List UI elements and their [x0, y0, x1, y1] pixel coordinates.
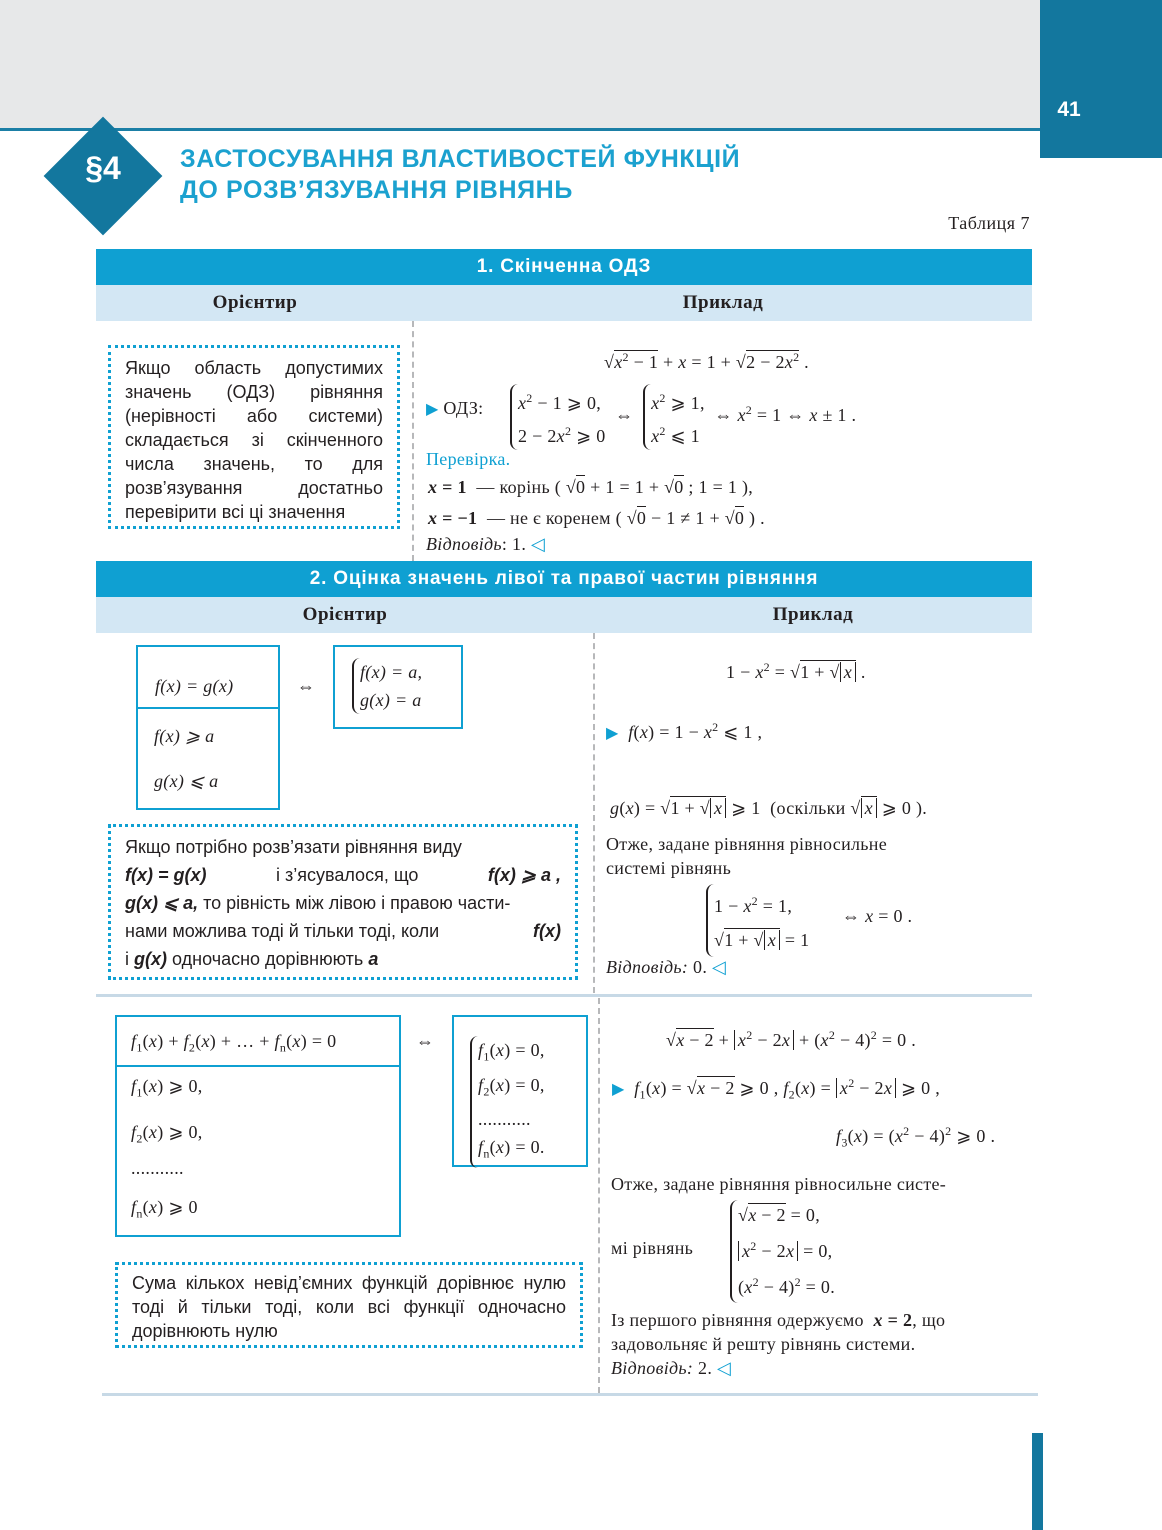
- odz-label: ОДЗ:: [443, 398, 484, 418]
- top-rule: [0, 128, 1040, 131]
- example2-g: g(x) = √1 + √ x ⩾ 1 (оскільки √ x ⩾ 0 ).: [610, 798, 928, 818]
- example1-equation: $√x^2 - 1 + x = 1 + √2 - 2x^2$ .: [604, 350, 809, 372]
- answer-value: 2.: [698, 1358, 713, 1378]
- column-divider: [412, 321, 414, 561]
- title-line-1: ЗАСТОСУВАННЯ ВЛАСТИВОСТЕЙ ФУНКЦІЙ: [180, 145, 741, 173]
- rule-box-3: Сума кількох невід’ємних функцій дорівнює нулю тоді й тільки тоді, коли всі функції одночасно дорівнюють нулю: [115, 1262, 583, 1348]
- cond-f1: $f_1(x)$ ⩾ 0,: [131, 1076, 203, 1100]
- rule2-line4: нами можлива тоді й тільки тоді, коли: [125, 921, 440, 941]
- conclusion-3-line2: мі рівнянь: [611, 1238, 694, 1258]
- section-number: §4: [85, 150, 121, 186]
- example3-system: √x − 2 = 0, $x^2 - 2x = 0$, $(x^2 - 4)^2 = 0$.: [730, 1200, 835, 1303]
- conclusion-2-line2: системі рівнянь: [606, 858, 732, 878]
- col-header-left: Орієнтир: [212, 292, 298, 313]
- conclusion-3-line1: Отже, задане рівняння рівносильне систе-: [611, 1174, 947, 1194]
- answer-label: Відповідь:: [606, 957, 689, 977]
- rule2-line5a: і: [125, 949, 129, 969]
- example1-odz: [426, 398, 483, 419]
- first-eq-text-a: Із першого рівняння одержуємо: [611, 1310, 864, 1330]
- sum-equation: $f_1(x) + f_2(x)$ + … + $f_n(x) = 0$: [131, 1031, 337, 1055]
- check-line-1: x = 1 — корінь ( √0 + 1 = 1 + √0 ; 1 = 1 ),: [428, 477, 754, 497]
- page-number: 41: [1057, 98, 1081, 121]
- cond-fn: $f_n(x)$ ⩾ 0: [131, 1197, 198, 1221]
- cond-dots: ...........: [131, 1158, 184, 1178]
- play-icon: ▶: [426, 401, 439, 418]
- page-number-tab: [1040, 0, 1162, 158]
- example2-f: ▶ $f(x) = 1 - x^2$ ⩽ 1 ,: [606, 720, 763, 742]
- because-text: (оскільки: [770, 798, 846, 818]
- equivalence-arrow: ⇔: [297, 676, 316, 696]
- answer-value: : 1.: [501, 534, 527, 554]
- example2-system: $1 - x^2 = 1$, √1 + √ x = 1: [706, 884, 809, 957]
- column-divider: [593, 633, 595, 993]
- answer-label: Відповідь: [426, 534, 502, 554]
- rule-box-1: Якщо область допустимих значень (ОДЗ) рівняння (нерівності або системи) складається зі скінченного числа значень, то для розв’язування достатньо перевірити всі ці значення: [108, 345, 400, 529]
- section1-column-header: [96, 285, 1032, 321]
- example3-f1-f2: ▶ $f_1(x) = √x - 2$ ⩾ 0 , $f_2(x) = x^2 - 2x$ ⩾ 0 ,: [612, 1076, 941, 1102]
- not-root-text: — не є коренем: [486, 508, 611, 528]
- table-label: Таблиця 7: [948, 213, 1030, 233]
- title-line-2: ДО РОЗВ’ЯЗУВАННЯ РІВНЯНЬ: [180, 176, 573, 204]
- page-title: [180, 144, 740, 206]
- rule2-line3: то рівність між лівою і правою части-: [203, 893, 511, 913]
- check-line-2: x = −1 — не є коренем ( √0 − 1 ≠ 1 + √0 ) .: [428, 508, 765, 528]
- side-marker: [1032, 1433, 1043, 1530]
- end-triangle-icon: ◁: [716, 1358, 732, 1378]
- first-eq-line-2: задовольняє й решту рівнянь системи.: [611, 1334, 916, 1354]
- section1-heading: 1. Скінченна ОДЗ: [96, 249, 1032, 285]
- odz-system: $x^2 - 1$ ⩾ 0, $2 - 2x^2$ ⩾ 0 ⇔ $x^2$ ⩾ 1, $x^2$ ⩽ 1 ⇔ $x^2 = 1$ ⇔ x ± 1 .: [510, 384, 856, 450]
- root-text: — корінь: [476, 477, 550, 497]
- answer-value: 0.: [693, 957, 708, 977]
- answer-2: [606, 957, 726, 978]
- check-label: Перевірка.: [426, 449, 511, 469]
- example3-f3: $f_3(x) = (x^2 - 4)^2$ ⩾ 0 .: [836, 1124, 996, 1150]
- cond-g-le-a: g(x) ⩽ a: [154, 771, 219, 791]
- example2-result: ⇔ x = 0 .: [842, 906, 913, 926]
- rule2-line2: і з’ясувалося, що: [275, 865, 419, 885]
- first-eq-text-b: , що: [912, 1310, 946, 1330]
- play-icon: ▶: [612, 1081, 625, 1098]
- end-triangle-icon: ◁: [711, 957, 727, 977]
- top-band: [0, 0, 1040, 128]
- example2-equation: $1 - x^2 = √1$ + √ x .: [726, 660, 866, 682]
- equivalence-arrow: ⇔: [416, 1031, 435, 1051]
- section2-column-header: [96, 597, 1032, 633]
- first-eq-line: Із першого рівняння одержуємо x = 2, що: [611, 1310, 946, 1330]
- system-fa-ga: f(x) = a, g(x) = a: [352, 658, 422, 714]
- row-separator: [96, 994, 1032, 997]
- cond-f-ge-a: f(x) ⩾ a: [154, 726, 215, 746]
- answer-1: [426, 534, 545, 555]
- conclusion-2-line1: Отже, задане рівняння рівносильне: [606, 834, 888, 854]
- col-header-right: Приклад: [772, 604, 854, 625]
- column-divider: [598, 998, 600, 1393]
- col-header-right: Приклад: [682, 292, 764, 313]
- zero-system: $f_1(x) = 0$, $f_2(x) = 0$, ........... $f_n(x) = 0$.: [470, 1036, 545, 1168]
- col-header-left: Орієнтир: [302, 604, 388, 625]
- answer-label: Відповідь:: [611, 1358, 694, 1378]
- rule-box-2: Якщо потрібно розв’язати рівняння виду f(x) = g(x) і з’ясувалося, що f(x) ⩾ a , g(x) ⩽ a, то рівність між лівою і правою части- нами можлива тоді й тільки тоді, коли f(x) і g(x) одночасно дорівнюють a: [108, 824, 578, 980]
- example3-equation: $√x - 2 + x^2 - 2x + (x^2 - 4)^2 = 0$ .: [666, 1028, 917, 1050]
- conditions-box: [136, 707, 280, 810]
- cond-f2: $f_2(x)$ ⩾ 0,: [131, 1122, 203, 1146]
- rule2-line1: Якщо потрібно розв’язати рівняння виду: [125, 837, 462, 857]
- section2-heading: 2. Оцінка значень лівої та правої частин рівняння: [96, 561, 1032, 597]
- eq-fg: f(x) = g(x): [155, 676, 234, 696]
- end-triangle-icon: ◁: [530, 534, 546, 554]
- rule2-line5b: одночасно дорівнюють: [172, 949, 364, 969]
- play-icon: ▶: [606, 725, 619, 742]
- answer-3: [611, 1358, 731, 1379]
- bottom-separator: [102, 1393, 1038, 1396]
